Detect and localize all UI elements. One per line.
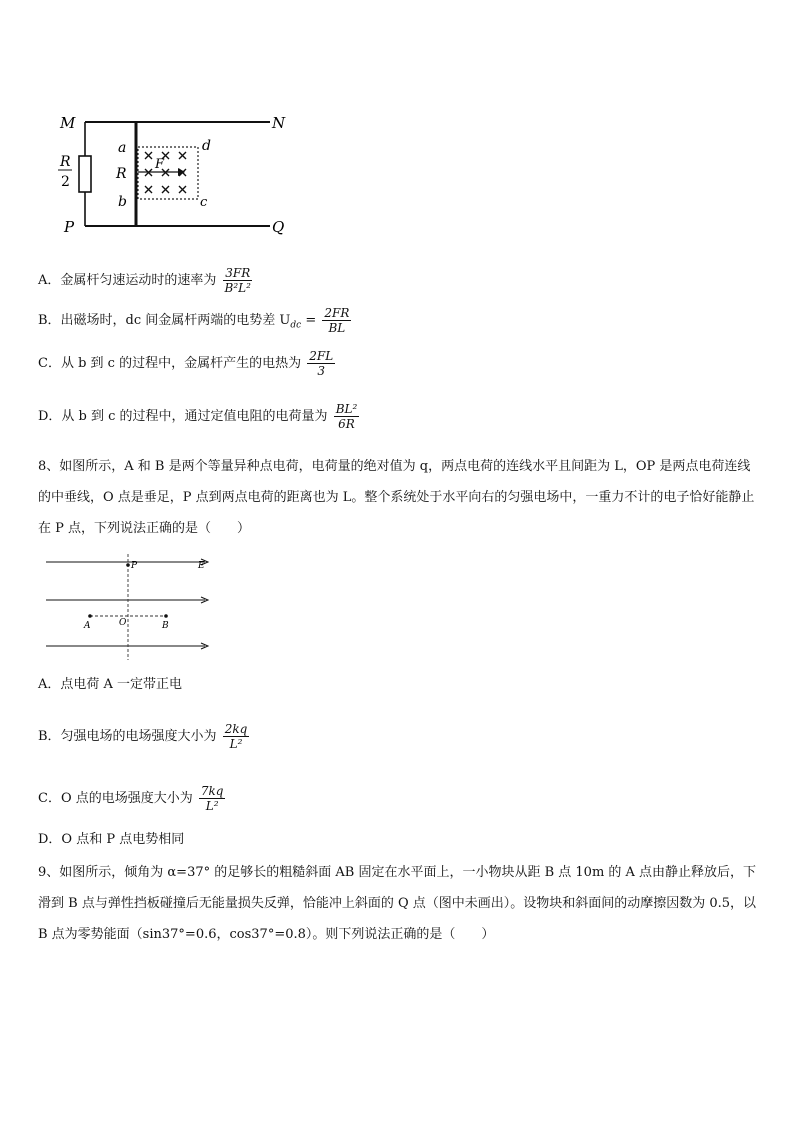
label-a: a [118,140,127,156]
q8-option-a: A．点电荷 A 一定带正电 [38,677,183,692]
label-P: P [64,218,75,236]
q7-c-num: 2FL [309,349,334,363]
q7-option-b-sub: dc [290,320,302,331]
field-label-O: O [119,618,127,628]
q7-option-c-fraction [307,349,335,378]
label-M: M [60,114,76,132]
q8-b-num: 2kq [224,722,248,736]
q8-b-den: L² [229,737,243,751]
q7-option-a-text: A．金属杆匀速运动时的速率为 [38,273,217,288]
q9-stem: 9、如图所示，倾角为 α=37° 的足够长的粗糙斜面 AB 固定在水平面上，一小物块从距 B 点 10m 的 A 点由静止释放后，下滑到 B 点与弹性挡板碰撞后无能量损失反弹，恰能冲上斜面的 Q 点（图中未画出）。设物块和斜面间的动摩擦因数为 0.5，以 B 点为零势能面（sin37°=0.6，cos37°=0.8）。则下列说法正确的是（ ） [38,865,757,942]
label-R: R [116,166,127,182]
q7-option-d-text: D．从 b 到 c 的过程中，通过定值电阻的电荷量为 [38,409,328,424]
label-Q: Q [272,218,285,236]
q7-d-num: BL² [335,402,358,416]
q7-a-num: 3FR [225,266,251,280]
q7-option-b-text: B．出磁场时，dc 间金属杆两端的电势差 U [38,313,291,328]
q7-option-d [38,402,359,431]
q8-option-c-text: C．O 点的电场强度大小为 [38,791,193,806]
field-label-A: A [84,621,91,631]
q7-option-b-fraction [322,306,351,335]
q7-option-b-eq: = [301,313,321,328]
q8-option-c-fraction [199,784,226,813]
q8-option-c [38,784,225,813]
q7-b-num: 2FR [324,306,350,320]
q8-c-den: L² [205,799,219,813]
q7-option-c-text: C．从 b 到 c 的过程中，金属杆产生的电热为 [38,356,302,371]
q8-stem: 8、如图所示，A 和 B 是两个等量异种点电荷，电荷量的绝对值为 q，两点电荷的连线水平且间距为 L，OP 是两点电荷连线的中垂线，O 点是垂足，P 点到两点电荷的距离也为 L。整个系统处于水平向右的匀强电场中，一重力不计的电子恰好能静止在 P 点，下列说法正确的是（ ） [38,459,755,536]
q7-option-a [38,266,253,295]
circuit-figure [50,100,300,240]
label-b: b [118,194,127,210]
q8-option-b [38,722,249,751]
q8-option-b-fraction [223,722,250,751]
field-label-P: P [131,561,138,571]
q7-b-den: BL [328,321,346,335]
label-R-half-den: 2 [61,174,70,190]
q8-c-num: 7kq [200,784,224,798]
q7-option-a-fraction [223,266,253,295]
q7-option-d-fraction [334,402,360,431]
label-c: c [200,195,208,210]
q7-option-b [38,306,351,335]
q8-option-d: D．O 点和 P 点电势相同 [38,832,185,847]
label-R-half-num: R [60,154,71,170]
q7-a-den: B²L² [224,281,251,295]
field-label-E: E [198,561,205,571]
label-d: d [202,138,211,154]
label-N: N [272,114,286,132]
q7-option-c [38,349,335,378]
field-figure [40,552,220,662]
q8-option-b-text: B．匀强电场的电场强度大小为 [38,729,217,744]
q7-c-den: 3 [317,364,326,378]
label-F: F [155,157,165,172]
q7-d-den: 6R [338,417,355,431]
field-label-B: B [162,621,169,631]
